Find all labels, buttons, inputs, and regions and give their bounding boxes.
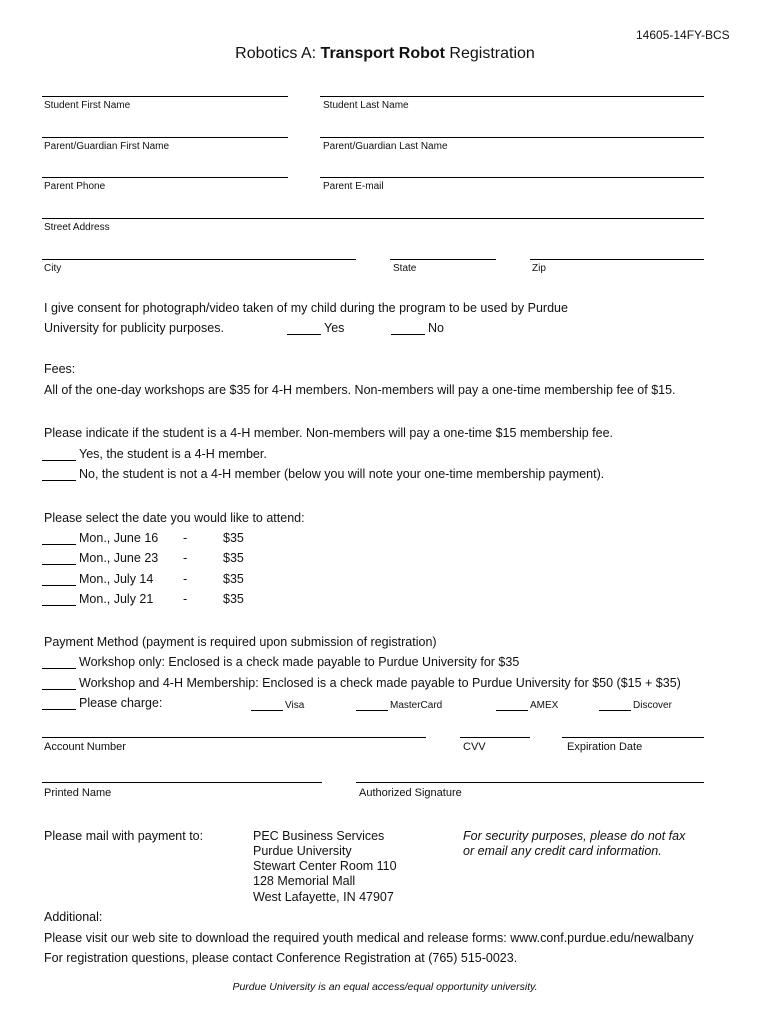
membership-yes-blank[interactable] xyxy=(42,448,76,461)
parent-last-name-field[interactable] xyxy=(320,137,704,138)
additional-website-text: Please visit our web site to download the required youth medical and release forms: www.conf.purdue.edu/newalbany xyxy=(44,931,694,945)
date-price-4: $35 xyxy=(223,592,244,606)
city-label: City xyxy=(44,263,62,274)
security-note-line2: or email any credit card information. xyxy=(463,844,662,858)
parent-phone-field[interactable] xyxy=(42,177,288,178)
date-option-1[interactable]: Mon., June 16 xyxy=(42,531,158,545)
authorized-signature-label: Authorized Signature xyxy=(359,787,462,799)
payment-option-workshop-membership[interactable]: Workshop and 4-H Membership: Enclosed is a check made payable to Purdue University for $50 ($15 + $35) xyxy=(42,676,681,690)
date-option-3[interactable]: Mon., July 14 xyxy=(42,572,153,586)
student-first-name-label: Student First Name xyxy=(44,100,131,111)
student-last-name-field[interactable] xyxy=(320,96,704,97)
fees-text: All of the one-day workshops are $35 for 4-H members. Non-members will pay a one-time membership fee of $15. xyxy=(44,383,676,397)
mail-address-line1: PEC Business Services xyxy=(253,829,385,843)
card-discover[interactable]: Discover xyxy=(599,699,672,711)
payment-heading: Payment Method (payment is required upon submission of registration) xyxy=(44,635,437,649)
payment-charge-blank[interactable] xyxy=(42,697,76,710)
date-option-4[interactable]: Mon., July 21 xyxy=(42,592,153,606)
account-number-field[interactable] xyxy=(42,737,426,738)
dates-prompt: Please select the date you would like to attend: xyxy=(44,511,305,525)
page-title: Robotics A: Transport Robot Registration xyxy=(235,45,535,62)
additional-contact-text: For registration questions, please contact Conference Registration at (765) 515-0023. xyxy=(44,951,518,965)
card-discover-blank[interactable] xyxy=(599,699,631,711)
date-option-2[interactable]: Mon., June 23 xyxy=(42,551,158,565)
printed-name-label: Printed Name xyxy=(44,787,112,799)
payment-workshop-blank[interactable] xyxy=(42,656,76,669)
zip-field[interactable] xyxy=(530,259,704,260)
date-price-3: $35 xyxy=(223,572,244,586)
parent-phone-label: Parent Phone xyxy=(44,181,106,192)
consent-text-line1: I give consent for photograph/video taken of my child during the program to be used by Purdue xyxy=(44,301,568,315)
parent-last-name-label: Parent/Guardian Last Name xyxy=(323,141,448,152)
expiration-date-label: Expiration Date xyxy=(567,741,643,753)
consent-no-blank[interactable] xyxy=(391,322,425,335)
date-price-1: $35 xyxy=(223,531,244,545)
state-label: State xyxy=(393,263,417,274)
date-blank-1[interactable] xyxy=(42,532,76,545)
date-blank-4[interactable] xyxy=(42,593,76,606)
membership-prompt: Please indicate if the student is a 4-H member. Non-members will pay a one-time $15 membership fee. xyxy=(44,426,614,440)
card-amex-blank[interactable] xyxy=(496,699,528,711)
payment-option-workshop[interactable]: Workshop only: Enclosed is a check made payable to Purdue University for $35 xyxy=(42,655,519,669)
footer-equal-opportunity: Purdue University is an equal access/equal opportunity university. xyxy=(232,981,538,993)
membership-no-option[interactable]: No, the student is not a 4-H member (below you will note your one-time membership payment). xyxy=(42,467,604,481)
student-first-name-field[interactable] xyxy=(42,96,288,97)
consent-text-line2: University for publicity purposes. xyxy=(44,321,224,335)
date-dash-4: - xyxy=(183,592,188,606)
date-price-2: $35 xyxy=(223,551,244,565)
mail-label: Please mail with payment to: xyxy=(44,829,204,843)
parent-first-name-field[interactable] xyxy=(42,137,288,138)
mail-address-line2: Purdue University xyxy=(253,844,352,858)
street-address-field[interactable] xyxy=(42,218,704,219)
cvv-field[interactable] xyxy=(460,737,530,738)
street-address-label: Street Address xyxy=(44,222,110,233)
city-field[interactable] xyxy=(42,259,356,260)
membership-yes-option[interactable]: Yes, the student is a 4-H member. xyxy=(42,447,267,461)
student-last-name-label: Student Last Name xyxy=(323,100,409,111)
card-amex[interactable]: AMEX xyxy=(496,699,558,711)
date-blank-3[interactable] xyxy=(42,573,76,586)
consent-yes-blank[interactable] xyxy=(287,322,321,335)
printed-name-field[interactable] xyxy=(42,782,322,783)
payment-option-charge[interactable]: Please charge: xyxy=(42,696,162,710)
parent-email-field[interactable] xyxy=(320,177,704,178)
authorized-signature-field[interactable] xyxy=(356,782,704,783)
date-blank-2[interactable] xyxy=(42,552,76,565)
card-mastercard-blank[interactable] xyxy=(356,699,388,711)
additional-heading: Additional: xyxy=(44,910,103,924)
fees-heading: Fees: xyxy=(44,362,76,376)
parent-first-name-label: Parent/Guardian First Name xyxy=(44,141,170,152)
expiration-date-field[interactable] xyxy=(562,737,704,738)
state-field[interactable] xyxy=(390,259,496,260)
date-dash-2: - xyxy=(183,551,188,565)
mail-address-line5: West Lafayette, IN 47907 xyxy=(253,890,394,904)
consent-yes-option[interactable]: Yes xyxy=(287,321,344,335)
consent-no-option[interactable]: No xyxy=(391,321,444,335)
zip-label: Zip xyxy=(532,263,546,274)
parent-email-label: Parent E-mail xyxy=(323,181,384,192)
card-visa[interactable]: Visa xyxy=(251,699,304,711)
date-dash-1: - xyxy=(183,531,188,545)
security-note-line1: For security purposes, please do not fax xyxy=(463,829,686,843)
card-visa-blank[interactable] xyxy=(251,699,283,711)
mail-address-line3: Stewart Center Room 110 xyxy=(253,859,397,873)
mail-address-line4: 128 Memorial Mall xyxy=(253,874,356,888)
membership-no-blank[interactable] xyxy=(42,468,76,481)
form-code: 14605-14FY-BCS xyxy=(636,28,730,42)
date-dash-3: - xyxy=(183,572,188,586)
cvv-label: CVV xyxy=(463,741,486,753)
payment-membership-blank[interactable] xyxy=(42,677,76,690)
card-mastercard[interactable]: MasterCard xyxy=(356,699,442,711)
account-number-label: Account Number xyxy=(44,741,126,753)
